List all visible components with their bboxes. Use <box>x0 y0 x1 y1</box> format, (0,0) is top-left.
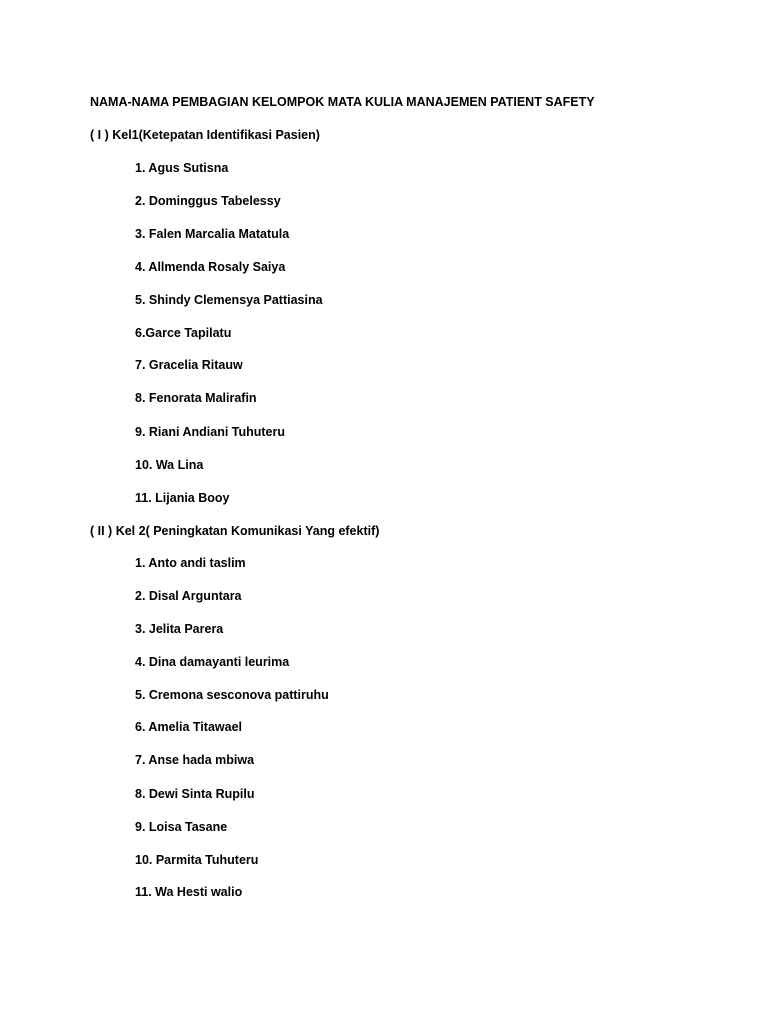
list-item: 2. Dominggus Tabelessy <box>135 194 281 208</box>
list-item: 10. Parmita Tuhuteru <box>135 853 259 867</box>
list-item: 4. Allmenda Rosaly Saiya <box>135 260 286 274</box>
list-item: 11. Wa Hesti walio <box>135 885 243 899</box>
list-item: 11. Lijania Booy <box>135 491 230 505</box>
list-item: 2. Disal Arguntara <box>135 589 242 603</box>
list-item: 6.Garce Tapilatu <box>135 326 232 340</box>
list-item: 1. Agus Sutisna <box>135 161 229 175</box>
list-item: 6. Amelia Titawael <box>135 720 242 734</box>
list-item: 1. Anto andi taslim <box>135 556 246 570</box>
list-item: 10. Wa Lina <box>135 458 204 472</box>
document-title: NAMA-NAMA PEMBAGIAN KELOMPOK MATA KULIA MANAJEMEN PATIENT SAFETY <box>90 95 595 109</box>
list-item: 7. Gracelia Ritauw <box>135 358 243 372</box>
list-item: 8. Fenorata Malirafin <box>135 391 257 405</box>
list-item: 3. Jelita Parera <box>135 622 224 636</box>
list-item: 5. Shindy Clemensya Pattiasina <box>135 293 323 307</box>
list-item: 5. Cremona sesconova pattiruhu <box>135 688 329 702</box>
list-item: 8. Dewi Sinta Rupilu <box>135 787 255 801</box>
list-item: 9. Riani Andiani Tuhuteru <box>135 425 285 439</box>
list-item: 7. Anse hada mbiwa <box>135 753 255 767</box>
group-heading-2: ( II ) Kel 2( Peningkatan Komunikasi Yang efektif) <box>90 524 380 538</box>
list-item: 4. Dina damayanti leurima <box>135 655 290 669</box>
list-item: 9. Loisa Tasane <box>135 820 228 834</box>
group-heading-1: ( I ) Kel1(Ketepatan Identifikasi Pasien) <box>90 128 320 142</box>
list-item: 3. Falen Marcalia Matatula <box>135 227 290 241</box>
